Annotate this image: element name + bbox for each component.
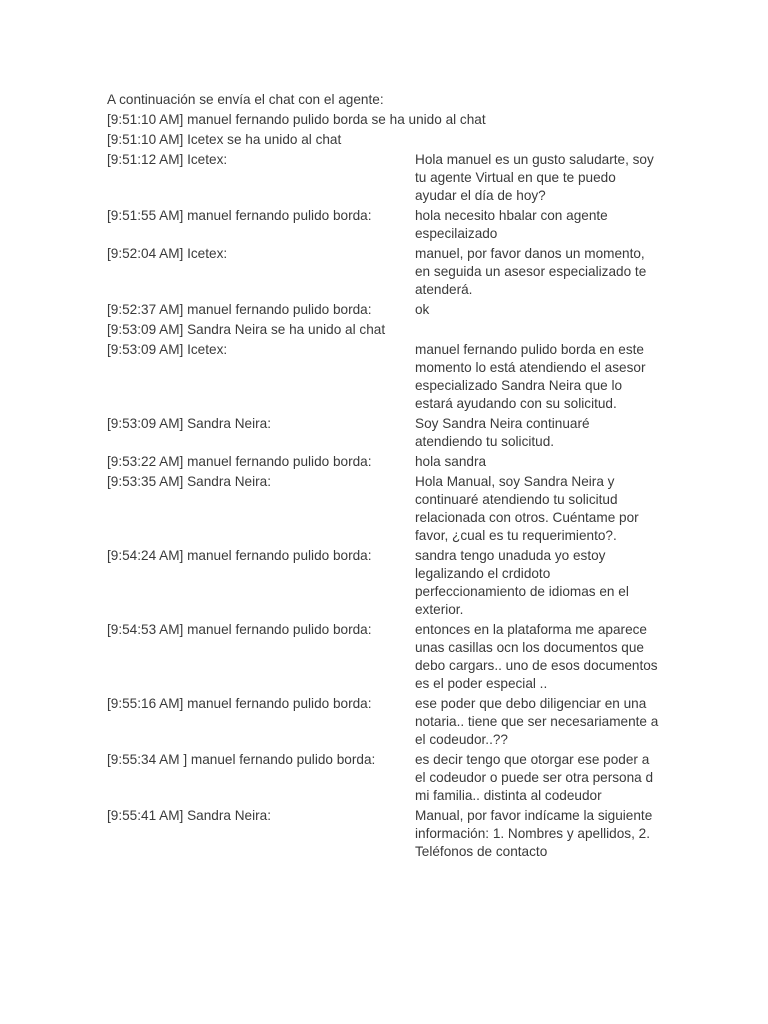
chat-transcript bbox=[107, 111, 667, 861]
message-sender: [9:52:37 AM] manuel fernando pulido borda: bbox=[107, 302, 372, 317]
chat-message-row bbox=[107, 807, 667, 861]
message-sender: [9:53:35 AM] Sandra Neira: bbox=[107, 474, 271, 489]
message-sender: [9:55:16 AM] manuel fernando pulido borda: bbox=[107, 696, 372, 711]
chat-message-row bbox=[107, 301, 667, 319]
message-text: manuel fernando pulido borda en este momento lo está atendiendo el asesor especializado Sandra Neira que lo estará ayudando con su solicitud. bbox=[415, 342, 646, 411]
message-sender: [9:53:09 AM] Icetex: bbox=[107, 342, 228, 357]
chat-message-row bbox=[107, 415, 667, 451]
message-sender: [9:53:09 AM] Sandra Neira: bbox=[107, 416, 271, 431]
message-sender: [9:51:12 AM] Icetex: bbox=[107, 152, 228, 167]
message-text: es decir tengo que otorgar ese poder a el codeudor o puede ser otra persona d mi familia.. distinta al codeudor bbox=[415, 752, 654, 803]
chat-message-row bbox=[107, 341, 667, 413]
message-text: ok bbox=[415, 302, 430, 317]
message-text: entonces en la plataforma me aparece unas casillas ocn los documentos que debo cargars.. uno de esos documentos es el poder especial .. bbox=[415, 622, 658, 691]
message-text: hola sandra bbox=[415, 454, 487, 469]
message-sender: [9:53:22 AM] manuel fernando pulido borda: bbox=[107, 454, 372, 469]
intro-text: A continuación se envía el chat con el agente: bbox=[107, 92, 384, 107]
message-text: Hola manuel es un gusto saludarte, soy tu agente Virtual en que te puedo ayudar el día de hoy? bbox=[415, 152, 654, 203]
message-text: ese poder que debo diligenciar en una notaria.. tiene que ser necesariamente a el codeudor..?? bbox=[415, 696, 659, 747]
message-sender: [9:55:34 AM ] manuel fernando pulido borda: bbox=[107, 752, 376, 767]
chat-message-row bbox=[107, 453, 667, 471]
chat-message-row bbox=[107, 695, 667, 749]
message-sender: [9:51:55 AM] manuel fernando pulido borda: bbox=[107, 208, 372, 223]
message-sender: [9:55:41 AM] Sandra Neira: bbox=[107, 808, 271, 823]
chat-message-row bbox=[107, 621, 667, 693]
chat-event-line: [9:53:09 AM] Sandra Neira se ha unido al chat bbox=[107, 322, 386, 337]
chat-message-row bbox=[107, 751, 667, 805]
message-text: sandra tengo unaduda yo estoy legalizando el crdidoto perfeccionamiento de idiomas en el exterior. bbox=[415, 548, 629, 617]
chat-message-row bbox=[107, 245, 667, 299]
chat-event-line: [9:51:10 AM] manuel fernando pulido borda se ha unido al chat bbox=[107, 112, 486, 127]
chat-message-row bbox=[107, 151, 667, 205]
message-sender: [9:54:24 AM] manuel fernando pulido borda: bbox=[107, 548, 372, 563]
message-text: Manual, por favor indícame la siguiente información: 1. Nombres y apellidos, 2. Teléfonos de contacto bbox=[415, 808, 653, 859]
message-text: Hola Manual, soy Sandra Neira y continuaré atendiendo tu solicitud relacionada con otros. Cuéntame por favor, ¿cual es tu requerimiento?. bbox=[415, 474, 639, 543]
chat-message-row bbox=[107, 473, 667, 545]
chat-event-line: [9:51:10 AM] Icetex se ha unido al chat bbox=[107, 132, 342, 147]
message-text: hola necesito hbalar con agente especilaizado bbox=[415, 208, 608, 241]
message-sender: [9:52:04 AM] Icetex: bbox=[107, 246, 228, 261]
document-page bbox=[107, 91, 667, 863]
chat-message-row bbox=[107, 547, 667, 619]
chat-message-row bbox=[107, 207, 667, 243]
message-text: Soy Sandra Neira continuaré atendiendo tu solicitud. bbox=[415, 416, 590, 449]
message-sender: [9:54:53 AM] manuel fernando pulido borda: bbox=[107, 622, 372, 637]
message-text: manuel, por favor danos un momento, en seguida un asesor especializado te atenderá. bbox=[415, 246, 647, 297]
